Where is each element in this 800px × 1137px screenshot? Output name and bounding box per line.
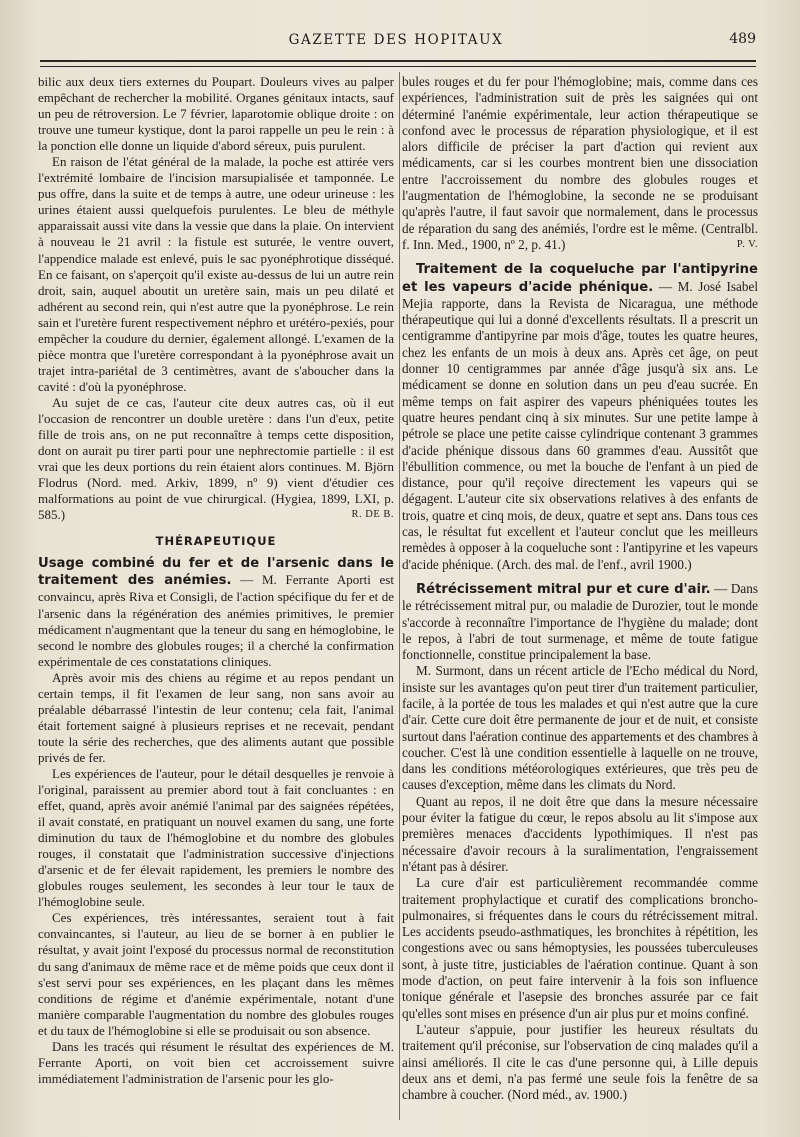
- paragraph-text: — M. José Isabel Mejia rapporte, dans la Revista de Nicaragua, une méthode thérapeutique qui lui a donné d'excellents résultats. Il a prescrit un centigramme d'antipyrine par mois d'âge, toutes les quatre heures, chez les enfants de un mois à deux ans. Après cet âge, on peut donner 10 centigrammes par année d'âge jusqu'à six ans. Le médicament se donne en solution dans un peu d'eau sucrée. En même temps on fait aspirer des vapeurs phéniquées toutes les quatre heures pendant cinq à six minutes. Sur une petite lampe à pétrole se place une petite caisse cylindrique contenant 3 grammes d'acide phénique dissous dans 60 grammes d'eau. Aussitôt que l'ébullition commence, ou met la bouche de l'enfant à un pied de distance, pour qu'il reçoive directement les vapeurs qui se dégagent. L'auteur cite six observations relatives à des enfants de trois, quatre et cinq mois, de deux, quatre et sept ans. Dans tous ces cas, le résultat fut excellent et l'auteur conclut que les meilleurs remèdes à opposer à la coqueluche sont : l'antipyrine et les vapeurs d'acide phénique. (Arch. des mal. de l'enf., avril 1900.): [402, 278, 758, 572]
- author-signature: P. V.: [736, 238, 758, 250]
- paragraph: En raison de l'état général de la malade, la poche est attirée vers l'extrémité lombaire de l'incision marsupialisée et tamponnée. Le pus offre, dans la suite et de temps à autre, une odeur urineuse : les urines étaient aussi quelquefois purulentes. Le bleu de méthyle apparaissait aussi vite dans la vessie que dans la plaie. On intervient à nouveau le 21 avril : la fistule est suturée, le ventre ouvert, l'appendice malade est enlevé, puis le sac pyonéphrotique disséqué. En ce faisant, on s'aperçoit qu'il existe au-dessus de lui un autre rein droit, sain, auquel aboutit un uretère sain, mais un peu dilaté et adhérent au second rein, qui n'est autre que la pyonéphrose. Le rein sain et l'uretère furent respectivement néphro et urétéro-pexiés, pour empêcher la coudure du dernier, également allongé. L'examen de la pièce montra que l'uretère correspondant à la pyonéphrose avait un trajet intra-pariétal de 3 centimètres, avant de s'aboucher dans la cavité : d'où la pyonéphrose.: [38, 154, 394, 394]
- article-headline: Traitement de la coqueluche par l'antipyrine et les vapeurs d'acide phénique.: [402, 262, 758, 295]
- left-column: [38, 74, 394, 1087]
- author-signature: R. DE B.: [351, 509, 394, 521]
- paragraph: [402, 74, 758, 253]
- paragraph: L'auteur s'appuie, pour justifier les heureux résultats du traitement qu'il préconise, sur l'observation de cinq malades qu'il a ainsi améliorés. Il cite le cas d'une personne qui, à Lille depuis deux ans et demi, n'a pas fermé une seule fois la fenêtre de sa chambre à coucher. (Nord méd., av. 1900.): [402, 1021, 758, 1103]
- paragraph: [38, 395, 394, 523]
- article-paragraph: [38, 555, 394, 669]
- paragraph: Après avoir mis des chiens au régime et au repos pendant un certain temps, il fit l'examen de leur sang, non sans avoir au préalable débarrassé l'intestin de leur contenu; cela fait, l'animal était fortement saigné à plusieurs reprises et ne recevait, pendant toute la série des recherches, que des aliments autant que possible privés de fer.: [38, 669, 394, 765]
- paragraph: Les expériences de l'auteur, pour le détail desquelles je renvoie à l'original, paraissent au premier abord tout à fait concluantes : en effet, quand, après avoir anémié l'animal par des saignées répétées, il avait constaté, en pratiquant un nouvel examen du sang, une forte diminution du taux de l'hémoglobine et du nombre des globules rouges, il constatait que l'administration successive d'injections d'arsenic et de fer élevait rapidement, les premiers le nombre des globules rouges seulement, les secondes à leur tour le taux de l'hémoglobine seule.: [38, 765, 394, 910]
- paragraph: M. Surmont, dans un récent article de l'Echo médical du Nord, insiste sur les avantages qu'on peut tirer d'un traitement particulier, facile, à la portée de tous les malades et qui n'est autre que la cure d'air. Cette cure doit être permanente de jour et de nuit, et consiste surtout dans l'aération continue des appartements et des chambres à coucher. C'est là une condition essentielle à laquelle on ne trouve, dans les conditions météorologiques extérieures, que très peu de causes d'exception, même dans les climats du Nord.: [402, 663, 758, 793]
- page-number: 489: [729, 31, 756, 47]
- paragraph-text: — Dans le rétrécissement mitral pur, ou maladie de Durozier, tout le monde s'accorde à reconnaître l'importance de l'hygiène du malade; dont le repos, à l'abri de tout surmenage, et même de toute fatigue fonctionnelle, constitue principalement la base.: [402, 580, 758, 663]
- journal-title: GAZETTE DES HOPITAUX: [288, 32, 504, 48]
- article-headline: Rétrécissement mitral pur et cure d'air.: [416, 581, 711, 597]
- paragraph: Ces expériences, très intéressantes, seraient tout à fait convaincantes, si l'auteur, au lieu de se borner à en publier le résultat, y avait joint l'exposé du processus normal de reconstitution du sang d'animaux de même race et de même poids que ceux dont il s'est servi pour ses expériences, en les plaçant dans les mêmes conditions de régime et d'anémie expérimentale, notant d'une manière comparable l'augmentation du nombre des globules rouges et du taux de l'hémoglobine si elle se produisait ou son absence.: [38, 910, 394, 1038]
- paragraph-text: Au sujet de ce cas, l'auteur cite deux autres cas, où il eut l'occasion de rencontrer un double uretère : dans l'un d'eux, petite fille de trois ans, on ne put reconnaître à temps cette disposition, dont on aurait pu tirer parti pour une nephrectomie partielle : il est vrai que les deux portions du rein étaient alors continues. M. Björn Flodrus (Nord. med. Arkiv, 1899, nº 9) vient d'étudier ces malformations au point de vue chirurgical. (Hygiea, 1899, LXI, p. 585.): [38, 394, 394, 523]
- paragraph: Quant au repos, il ne doit être que dans la mesure nécessaire pour éviter la fatigue du cœur, le repos absolu au lit s'impose aux premières menaces d'accidents lypothimiques. Il n'est pas nécessaire d'avoir recours à la suralimentation, l'engraissement n'étant pas à désirer.: [402, 793, 758, 874]
- article-headline: Usage combiné du fer et de l'arsenic dans le traitement des anémies.: [38, 556, 394, 589]
- paragraph-text: bules rouges et du fer pour l'hémoglobine; mais, comme dans ces expériences, l'administration suit de près les saignées qui ont déterminé l'anémie expérimentale, leur action thérapeutique se confond avec le processus de réparation physiologique, et il est alors difficile de préciser la part d'action qui revient aux médicaments, car si les courbes montrent bien une dissociation entre l'accroissement du nombre des globules rouges et l'augmentation de l'hémoglobine, la seconde ne se produisant qu'après l'autre, il faut savoir que normalement, dans le processus de réparation du sang des anémiés, l'ordre est le même. (Centralbl. f. Inn. Med., 1900, nº 2, p. 41.): [402, 74, 758, 252]
- right-column: [402, 74, 758, 1103]
- paragraph: Dans les tracés qui résument le résultat des expériences de M. Ferrante Aporti, on voit bien cet accroissement suivre immédiatement l'administration de l'arsenic pour les glo-: [38, 1038, 394, 1086]
- column-divider: [399, 72, 400, 1120]
- section-title: THÉRAPEUTIQUE: [155, 534, 277, 549]
- paragraph-text: — M. Ferrante Aporti est convaincu, après Riva et Consigli, de l'action spécifique du fer et de l'arsenic dans la régénération des anémies primitives, le premier médicament n'augmentant que la teneur du sang en hémoglobine, le second le nombre des globules rouges; il a cherché la confirmation expérimentale de ces constatations cliniques.: [38, 572, 394, 669]
- paragraph: bilic aux deux tiers externes du Poupart. Douleurs vives au palper empêchant de rechercher la mobilité. Organes génitaux intacts, sauf un peu de rétroversion. Le 7 février, laparotomie oblique droite : on trouve une tumeur kystique, dont la paroi rappelle un peu le rein : à la ponction elle donne un liquide d'abord séreux, puis purulent.: [38, 74, 394, 154]
- header-rule-thick: [40, 60, 756, 62]
- header-rule-thin: [40, 66, 756, 67]
- paragraph: La cure d'air est particulièrement recommandée comme traitement prophylactique et curatif des complications broncho-pulmonaires, si fréquentes dans le cours du rétrécissement mitral. Les accidents pseudo-asthmatiques, les bronchites à répétition, les congestions avec ou sans hémoptysies, les poussées tuberculeuses sont, à juste titre, justiciables de l'aération continue. Quant à son mode d'action, on peut faire intervenir à la fois son influence tonique générale et l'asepsie des bronches assurée par ce fait qu'elles sont mises en présence d'un air plus pur et moins confiné.: [402, 875, 758, 1021]
- article-paragraph: [402, 581, 758, 663]
- page-header: [36, 30, 756, 56]
- article-paragraph: [402, 261, 758, 573]
